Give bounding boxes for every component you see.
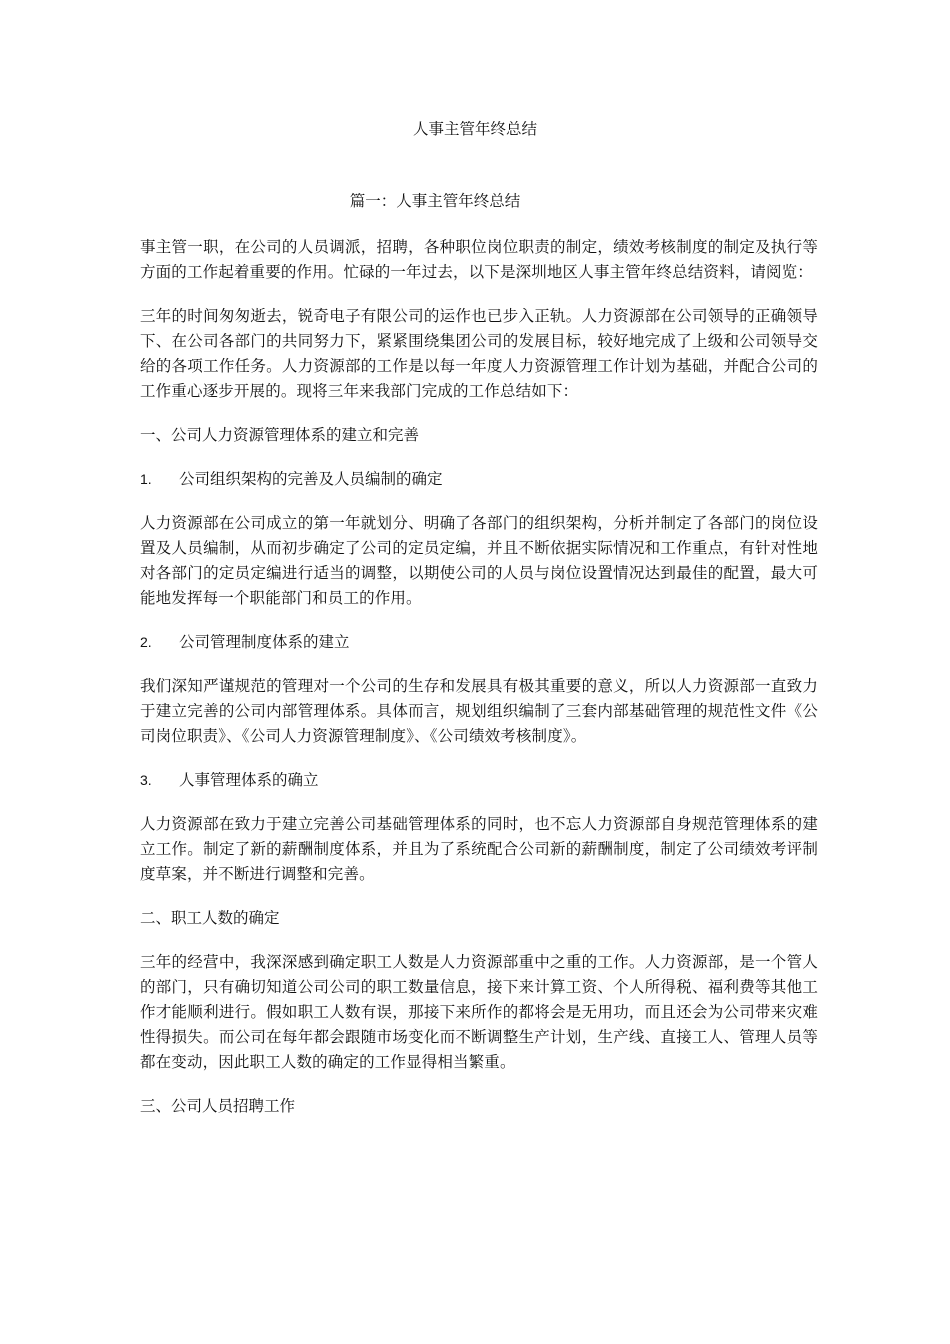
subsection-number: 1. xyxy=(140,471,152,487)
subsection-body-1: 人力资源部在公司成立的第一年就划分、明确了各部门的组织架构，分析并制定了各部门的岗位设置及人员编制，从而初步确定了公司的定员定编，并且不断依据实际情况和工作重点，有针对性地对各部门的定员定编进行适当的调整，以期使公司的人员与岗位设置情况达到最佳的配置，最大可能地发挥每一个职能部门和员工的作用。 xyxy=(140,514,818,607)
section-heading-1: 一、公司人力资源管理体系的建立和完善 xyxy=(140,426,420,444)
intro-paragraph: 事主管一职，在公司的人员调派，招聘，各种职位岗位职责的制定，绩效考核制度的制定及执行等方面的工作起着重要的作用。忙碌的一年过去，以下是深圳地区人事主管年终总结资料，请阅览： xyxy=(140,238,818,281)
subsection-body-3: 人力资源部在致力于建立完善公司基础管理体系的同时，也不忘人力资源部自身规范管理体系的建立工作。制定了新的薪酬制度体系，并且为了系统配合公司新的薪酬制度，制定了公司绩效考评制度草案，并不断进行调整和完善。 xyxy=(140,815,818,883)
subsection-number: 2. xyxy=(140,634,152,650)
subsection-heading-2 xyxy=(140,630,818,655)
section-body-2: 三年的经营中，我深深感到确定职工人数是人力资源部重中之重的工作。人力资源部，是一个管人的部门，只有确切知道公司公司的职工数量信息，接下来计算工资、个人所得税、福利费等其他工作才能顺利进行。假如职工人数有误，那接下来所作的都将会是无用功，而且还会为公司带来灾难性得损失。而公司在每年都会跟随市场变化而不断调整生产计划，生产线、直接工人、管理人员等都在变动，因此职工人数的确定的工作显得相当繁重。 xyxy=(140,953,818,1071)
subsection-heading-3 xyxy=(140,768,818,793)
subsection-title: 公司管理制度体系的建立 xyxy=(179,633,350,651)
subsection-heading-1 xyxy=(140,467,818,492)
section-heading-3: 三、公司人员招聘工作 xyxy=(140,1097,296,1115)
section-heading-2: 二、职工人数的确定 xyxy=(140,909,280,927)
subsection-title: 公司组织架构的完善及人员编制的确定 xyxy=(179,470,443,488)
document-body xyxy=(140,235,818,1138)
document-subtitle: 篇一：人事主管年终总结 xyxy=(349,192,521,210)
subsection-number: 3. xyxy=(140,772,152,788)
overview-paragraph: 三年的时间匆匆逝去，锐奇电子有限公司的运作也已步入正轨。人力资源部在公司领导的正确领导下、在公司各部门的共同努力下，紧紧围绕集团公司的发展目标，较好地完成了上级和公司领导交给的各项工作任务。人力资源部的工作是以每一年度人力资源管理工作计划为基础，并配合公司的工作重心逐步开展的。现将三年来我部门完成的工作总结如下： xyxy=(140,307,818,400)
document-title: 人事主管年终总结 xyxy=(412,120,537,138)
subsection-title: 人事管理体系的确立 xyxy=(179,771,319,789)
subsection-body-2: 我们深知严谨规范的管理对一个公司的生存和发展具有极其重要的意义，所以人力资源部一直致力于建立完善的公司内部管理体系。具体而言，规划组织编制了三套内部基础管理的规范性文件《公司岗位职责》、《公司人力资源管理制度》、《公司绩效考核制度》。 xyxy=(140,677,818,745)
